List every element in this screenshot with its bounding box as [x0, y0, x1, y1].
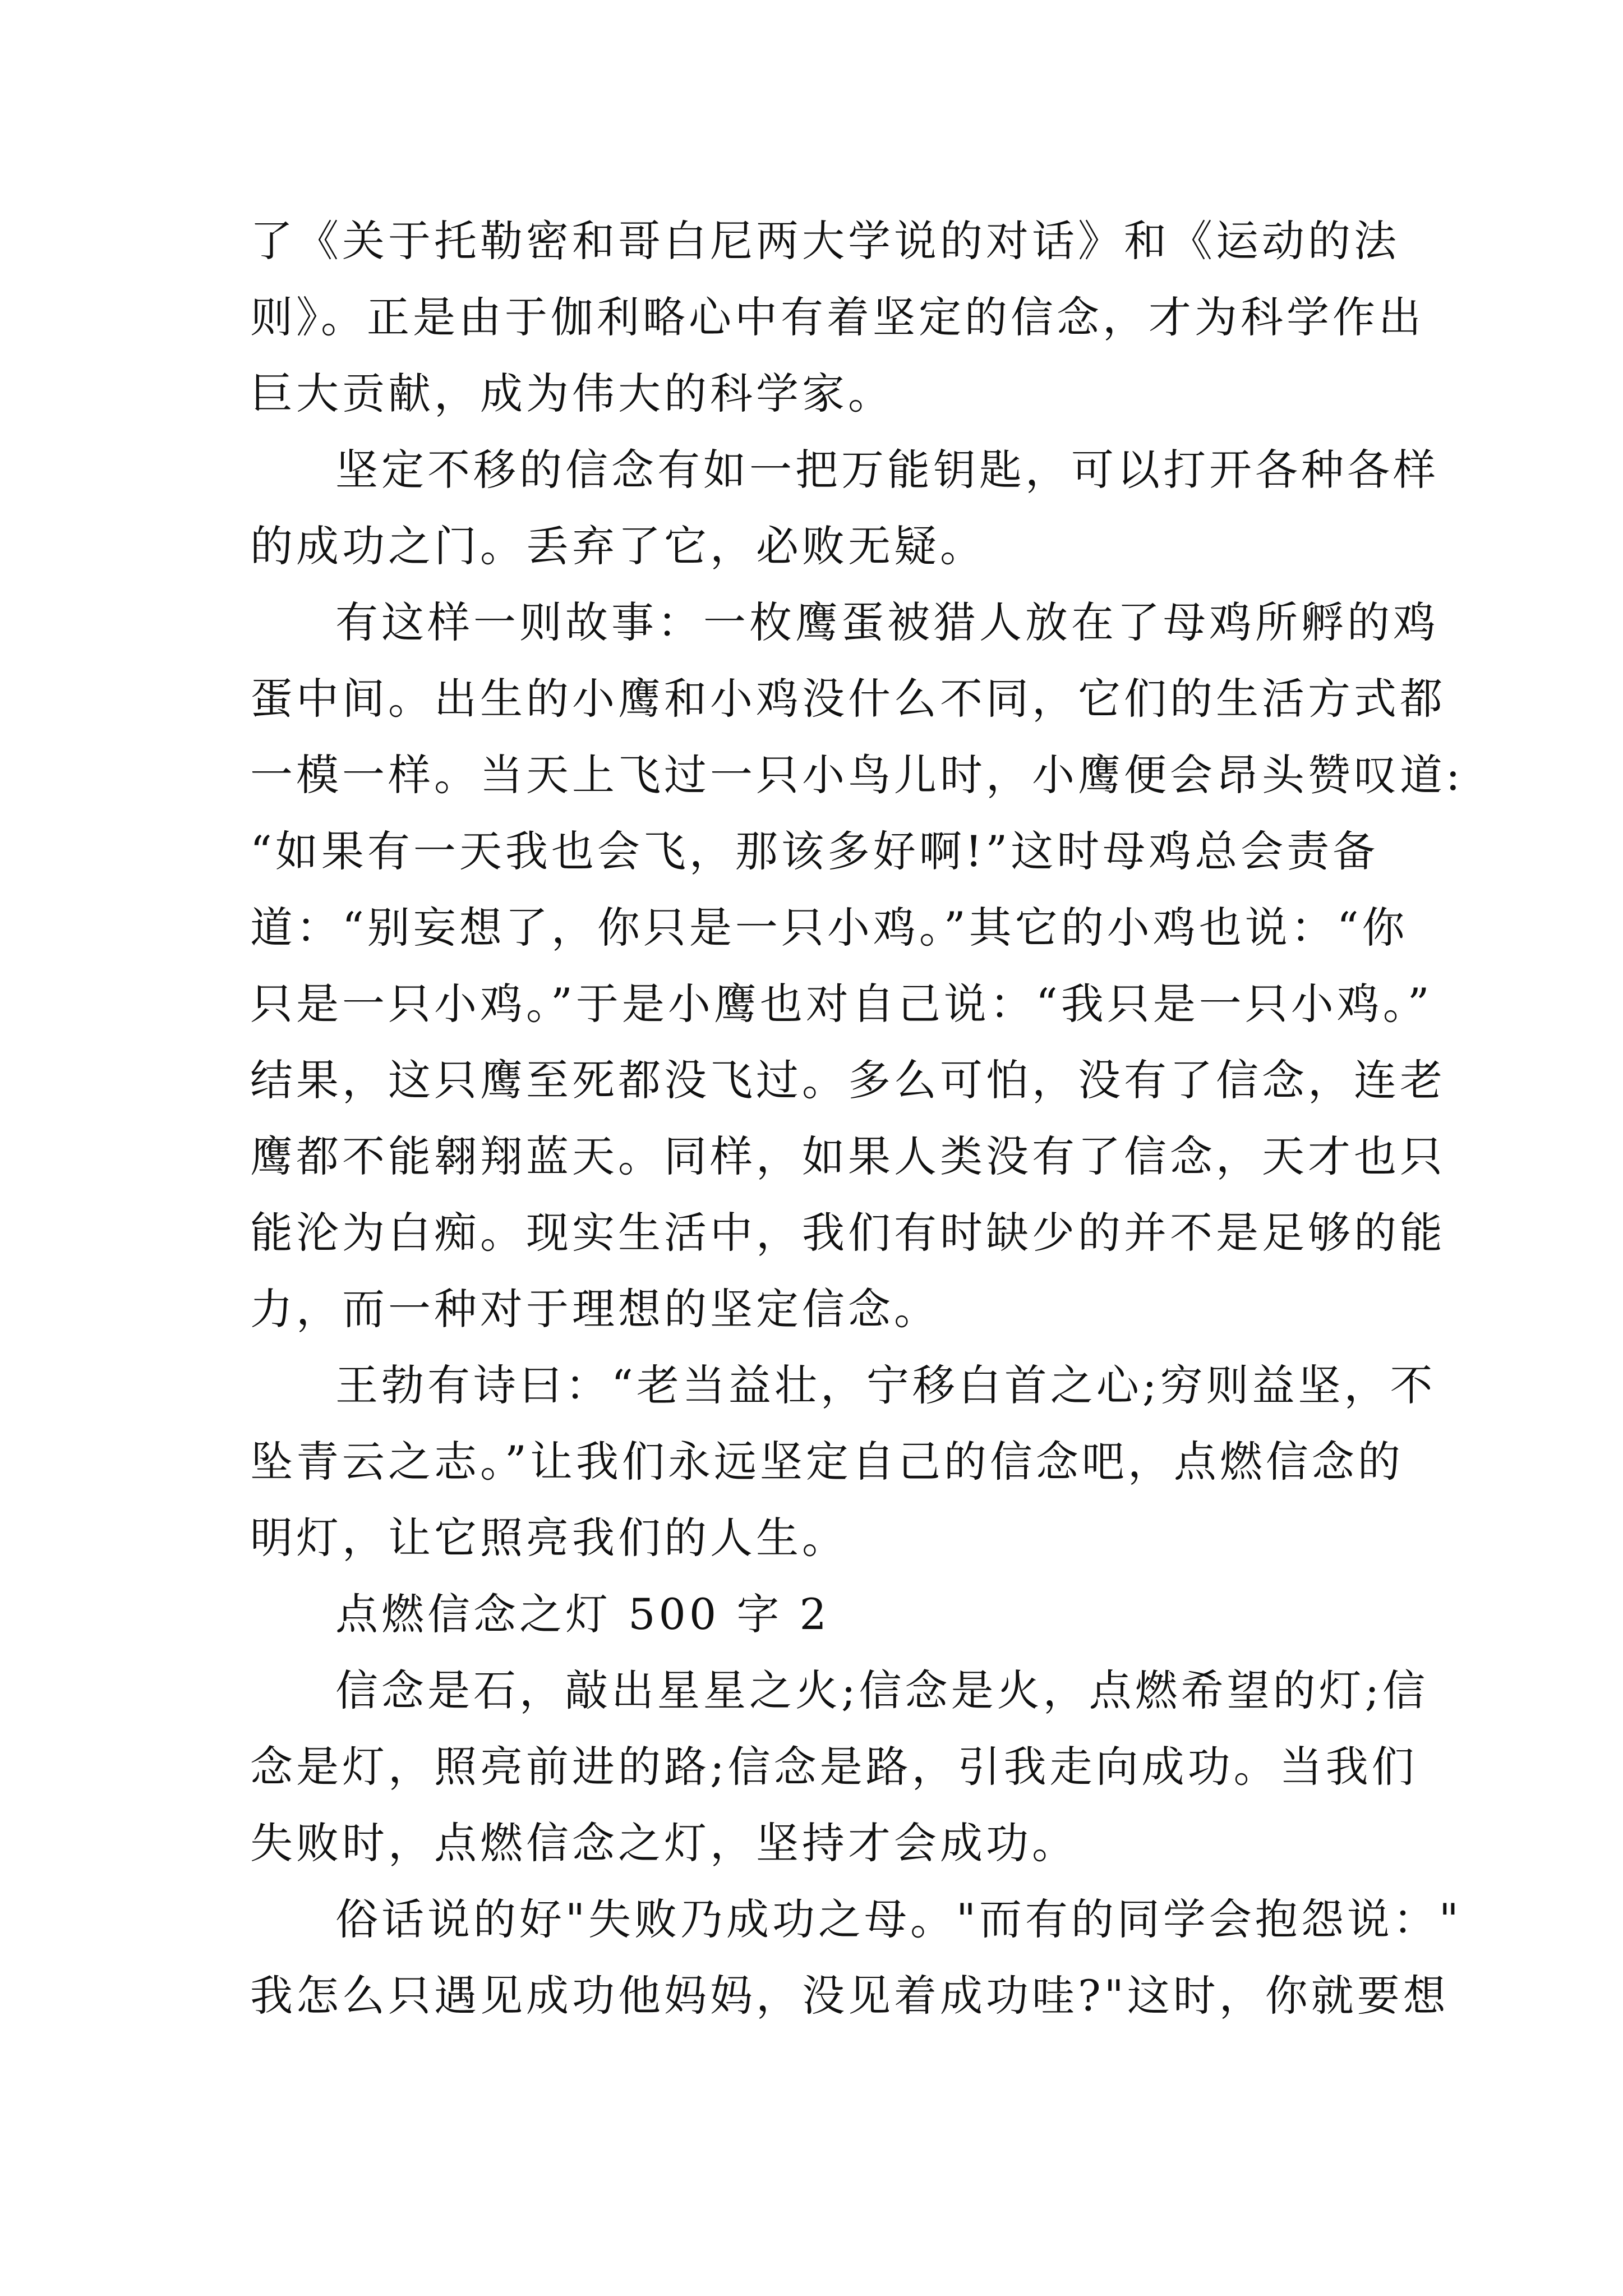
text-line: 俗话说的好"失败乃成功之母。"而有的同学会抱怨说：" — [335, 1894, 1462, 1944]
text-line: 了《关于托勒密和哥白尼两大学说的对话》和《运动的法 — [250, 216, 1400, 266]
text-line: 则》。正是由于伽利略心中有着坚定的信念，才为科学作出 — [250, 292, 1424, 342]
text-line: 念是灯，照亮前进的路;信念是路，引我走向成功。当我们 — [250, 1742, 1418, 1792]
text-line: 的成功之门。丢弃了它，必败无疑。 — [250, 521, 986, 571]
text-line: 巨大贡献，成为伟大的科学家。 — [250, 369, 894, 418]
text-line: 结果，这只鹰至死都没飞过。多么可怕，没有了信念，连老 — [250, 1055, 1446, 1105]
text-line: 力，而一种对于理想的坚定信念。 — [250, 1284, 940, 1334]
text-line: 我怎么只遇见成功他妈妈，没见着成功哇?"这时，你就要想 — [250, 1971, 1449, 2021]
section-heading: 点燃信念之灯 500 字 2 — [335, 1589, 830, 1639]
text-line: 明灯，让它照亮我们的人生。 — [250, 1513, 848, 1563]
text-line: 信念是石，敲出星星之火;信念是火，点燃希望的灯;信 — [335, 1665, 1429, 1715]
text-line: 坠青云之志。”让我们永远坚定自己的信念吧，点燃信念的 — [250, 1437, 1404, 1487]
text-line: 坚定不移的信念有如一把万能钥匙，可以打开各种各样 — [335, 445, 1439, 495]
document-page — [250, 203, 1464, 2034]
text-line: 只是一只小鸡。”于是小鹰也对自己说：“我只是一只小鸡。” — [250, 979, 1433, 1029]
text-line: 道：“别妄想了，你只是一只小鸡。”其它的小鸡也说：“你 — [250, 903, 1408, 953]
text-line: 能沦为白痴。现实生活中，我们有时缺少的并不是足够的能 — [250, 1208, 1446, 1258]
text-line: 蛋中间。出生的小鹰和小鸡没什么不同，它们的生活方式都 — [250, 674, 1446, 724]
text-line: 鹰都不能翱翔蓝天。同样，如果人类没有了信念，天才也只 — [250, 1131, 1446, 1181]
text-line: 王勃有诗曰：“老当益壮，宁移白首之心;穷则益坚，不 — [335, 1360, 1436, 1410]
text-line: 失败时，点燃信念之灯，坚持才会成功。 — [250, 1818, 1078, 1868]
text-line: 一模一样。当天上飞过一只小鸟儿时，小鹰便会昂头赞叹道: — [250, 750, 1464, 800]
text-line: 有这样一则故事：一枚鹰蛋被猎人放在了母鸡所孵的鸡 — [335, 597, 1439, 647]
text-line: “如果有一天我也会飞，那该多好啊!”这时母鸡总会责备 — [250, 826, 1379, 876]
